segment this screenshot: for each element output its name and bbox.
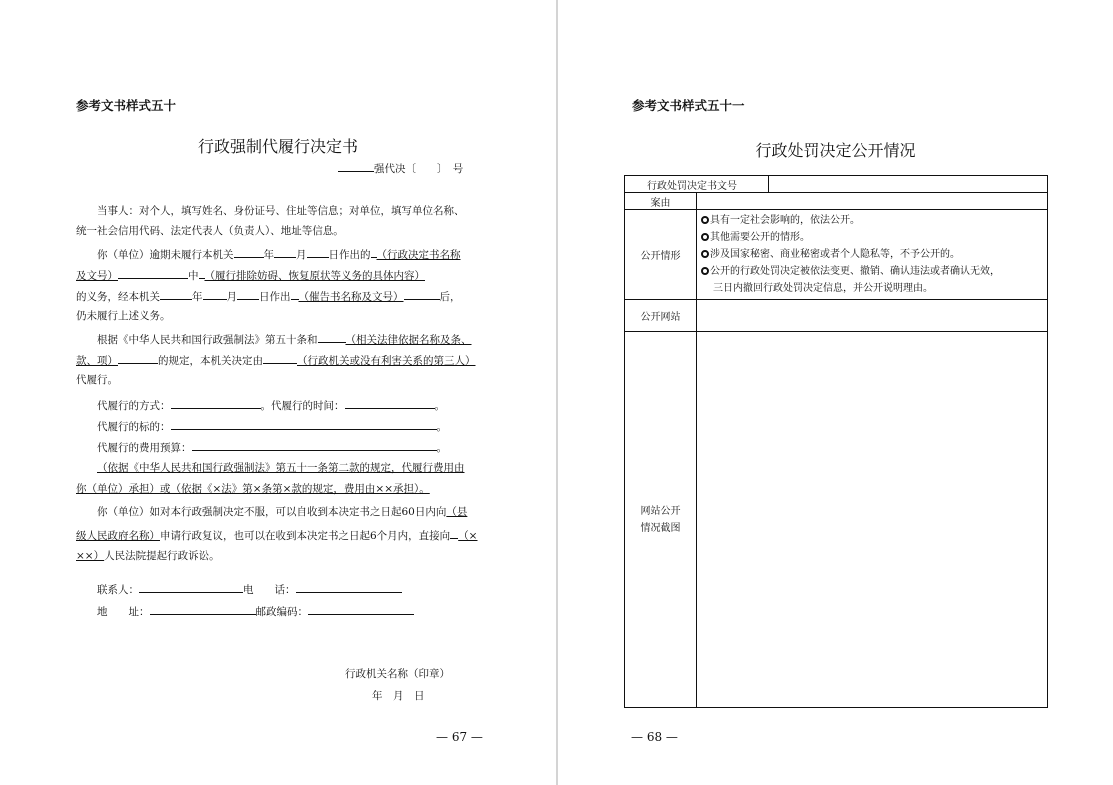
list-item[interactable]: 其他需要公开的情形。 [701, 229, 1043, 246]
page-68 [558, 0, 1113, 785]
paragraph-overdue-line1: 你（单位）逾期未履行本机关 年 月 日作出的 （行政决定书名称 [97, 246, 461, 262]
list-item-continuation: 三日内撤回行政处罚决定信息，并公开说明理由。 [713, 283, 933, 294]
paragraph-overdue-line3: 的义务，经本机关 年 月 日作出 （催告书名称及文号） 后， [76, 288, 461, 304]
paragraph-basis-line3: 代履行。 [76, 374, 118, 386]
radio-circle-icon [701, 250, 709, 258]
sample-title: 参考文书样式五十 [76, 98, 177, 113]
issuing-authority-seal: 行政机关名称（印章） [345, 668, 450, 680]
document-number: 强代决〔 〕 号 [338, 160, 463, 176]
fee-clause-line1: （依据《中华人民共和国行政强制法》第五十一条第二款的规定，代履行费用由 [97, 462, 465, 474]
review-rights-line1: 你（单位）如对本行政强制决定不服，可以自收到本决定书之日起60日内向（县 [97, 506, 468, 518]
page-67 [0, 0, 556, 785]
decision-number-value [769, 176, 1048, 193]
case-cause-label: 案由 [625, 193, 697, 210]
page-number: — 67 — [436, 730, 483, 744]
disclosure-table [624, 175, 1048, 708]
table-row [625, 176, 1048, 193]
paragraph-overdue-line2: 及文号） 中 （履行排除妨碍、恢复原状等义务的具体内容） [76, 267, 425, 283]
address-postcode-field: 地 址： 邮政编码： [97, 603, 414, 619]
list-item[interactable]: 具有一定社会影响的，依法公开。 [701, 212, 1043, 229]
decision-number-label: 行政处罚决定书文号 [625, 176, 769, 193]
paragraph-overdue-line4: 仍未履行上述义务。 [76, 310, 171, 322]
table-row [625, 210, 1048, 300]
method-and-time-field: 代履行的方式： 。代履行的时间： 。 [97, 397, 445, 413]
table-row [625, 300, 1048, 332]
radio-circle-icon [701, 233, 709, 241]
page-number: — 68 — [631, 730, 678, 744]
target-field: 代履行的标的： 。 [97, 418, 447, 434]
party-info-line1: 当事人：对个人，填写姓名、身份证号、住址等信息；对单位，填写单位名称、 [97, 205, 465, 217]
disclosure-circumstances-options [697, 210, 1048, 300]
fee-clause-line2: 你（单位）承担）或（依据《×法》第×条第×款的规定，费用由××承担）。 [76, 483, 430, 495]
publish-website-label: 公开网站 [625, 300, 697, 332]
publish-website-value [697, 300, 1048, 332]
review-rights-line2: 级人民政府名称）申请行政复议，也可以在收到本决定书之日起6个月内，直接向 （× [76, 527, 478, 543]
document-title: 行政强制代履行决定书 [197, 137, 358, 156]
contact-phone-field: 联系人： 电 话： [97, 581, 402, 597]
issue-date: 年 月 日 [372, 690, 425, 702]
paragraph-basis-line1: 根据《中华人民共和国行政强制法》第五十条和 （相关法律依据名称及条、 [97, 331, 472, 347]
radio-circle-icon [701, 267, 709, 275]
paragraph-basis-line2: 款、项） 的规定，本机关决定由 （行政机关或没有利害关系的第三人） [76, 352, 476, 368]
case-cause-value [697, 193, 1048, 210]
disclosure-circumstances-label: 公开情形 [625, 210, 697, 300]
document-title: 行政处罚决定公开情况 [755, 141, 916, 160]
list-item[interactable]: 公开的行政处罚决定被依法变更、撤销、确认违法或者确认无效， [701, 263, 1043, 280]
review-rights-line3: ××）人民法院提起行政诉讼。 [76, 550, 220, 562]
party-info-line2: 统一社会信用代码、法定代表人（负责人）、地址等信息。 [76, 225, 344, 237]
website-screenshot-area [697, 332, 1048, 708]
sample-title: 参考文书样式五十一 [632, 98, 745, 113]
table-row [625, 332, 1048, 708]
list-item[interactable]: 涉及国家秘密、商业秘密或者个人隐私等，不予公开的。 [701, 246, 1043, 263]
budget-field: 代履行的费用预算： 。 [97, 439, 447, 455]
website-screenshot-label: 网站公开 情况截图 [625, 332, 697, 708]
radio-circle-icon [701, 216, 709, 224]
table-row [625, 193, 1048, 210]
